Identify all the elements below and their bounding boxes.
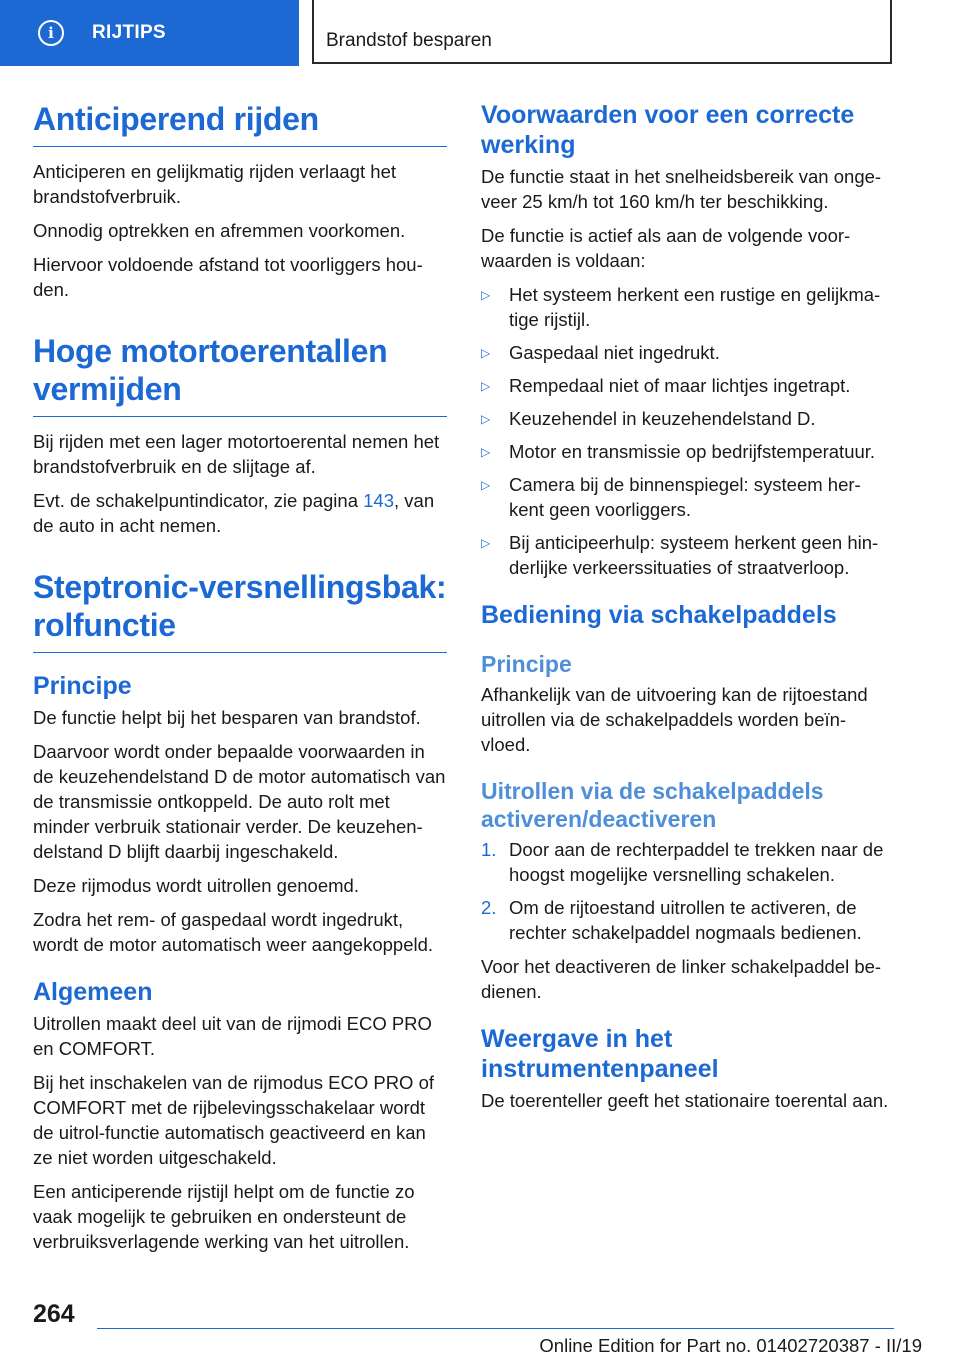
- paragraph: Zodra het rem- of gaspedaal wordt ingedrukt, wordt de motor automatisch weer aangekoppeld.: [33, 909, 434, 955]
- footer-divider: [97, 1328, 894, 1329]
- step-item: [481, 837, 895, 887]
- subheading-bediening: Bediening via schakelpaddels: [481, 601, 837, 629]
- info-icon: i: [38, 20, 64, 46]
- page-link[interactable]: 143: [363, 490, 395, 511]
- section-tab[interactable]: [0, 0, 299, 66]
- subheading-principe: Principe: [481, 651, 572, 677]
- paragraph: Deze rijmodus wordt uitrollen genoemd.: [33, 875, 359, 896]
- paragraph: Daarvoor wordt onder bepaalde voorwaarden in de keuzehendelstand D de motor automatisch van de transmissie ontkoppeld. De auto rolt met minder verbruik stationair verder. De keuzehen-delstand D blijft daarbij ingeschakeld.: [33, 741, 446, 862]
- paragraph: Een anticiperende rijstijl helpt om de functie zo vaak mogelijk te gebruiken en ondersteunt de verbruiksverlagende werking van het uitrollen.: [33, 1181, 415, 1252]
- step-number: 1.: [481, 839, 497, 860]
- right-column: [481, 100, 895, 1122]
- steps-list: [481, 837, 895, 945]
- condition-item: [481, 406, 895, 431]
- paragraph: Bij rijden met een lager motortoerental nemen het brandstofverbruik en de slijtage af.: [33, 431, 440, 477]
- step-text: Om de rijtoestand uitrollen te activeren, de rechter schakelpaddel nogmaals bedienen.: [509, 897, 862, 943]
- condition-text: Motor en transmissie op bedrijfstemperatuur.: [509, 441, 876, 462]
- paragraph: De functie helpt bij het besparen van brandstof.: [33, 707, 421, 728]
- page-number: 264: [33, 1300, 75, 1328]
- condition-text: Het systeem herkent een rustige en gelijkma-tige rijstijl.: [509, 284, 881, 330]
- topic-box: [312, 0, 892, 64]
- triangle-bullet-icon: ▷: [481, 536, 491, 550]
- step-item: [481, 895, 895, 945]
- paragraph: Bij het inschakelen van de rijmodus ECO PRO of COMFORT met de rijbelevingsschakelaar wordt de uitrol-functie automatisch geactiveerd en kan ze niet worden uitgeschakeld.: [33, 1072, 435, 1168]
- condition-text: Keuzehendel in keuzehendelstand D.: [509, 408, 816, 429]
- condition-item: [481, 530, 895, 580]
- section-label: RIJTIPS: [92, 22, 166, 43]
- condition-item: [481, 373, 895, 398]
- paragraph: Hiervoor voldoende afstand tot voorliggers hou-den.: [33, 254, 423, 300]
- heading-hoge-motortoerentallen: Hoge motortoerentallen vermijden: [33, 332, 447, 417]
- heading-anticiperend-rijden: Anticiperend rijden: [33, 100, 447, 147]
- heading-steptronic-rolfunctie: Steptronic-versnellingsbak: rolfunctie: [33, 568, 447, 653]
- condition-item: [481, 472, 895, 522]
- triangle-bullet-icon: ▷: [481, 379, 491, 393]
- paragraph-with-page-link: [33, 488, 447, 538]
- condition-item: [481, 340, 895, 365]
- condition-item: [481, 282, 895, 332]
- step-number: 2.: [481, 897, 497, 918]
- paragraph: De functie is actief als aan de volgende voor-waarden is voldaan:: [481, 225, 851, 271]
- subheading-principe: Principe: [33, 672, 132, 700]
- conditions-list: [481, 282, 895, 580]
- edition-note: Online Edition for Part no. 01402720387 - II/19: [539, 1335, 922, 1356]
- paragraph: Afhankelijk van de uitvoering kan de rijtoestand uitrollen via de schakelpaddels worden beïn-vloed.: [481, 684, 868, 755]
- paragraph: Anticiperen en gelijkmatig rijden verlaagt het brandstofverbruik.: [33, 161, 397, 207]
- subheading-uitrollen: Uitrollen via de schakelpaddels activeren/deactiveren: [481, 778, 824, 832]
- condition-item: [481, 439, 895, 464]
- condition-text: Gaspedaal niet ingedrukt.: [509, 342, 720, 363]
- text-fragment: Evt. de schakelpuntindicator, zie pagina: [33, 490, 364, 511]
- paragraph: Onnodig optrekken en afremmen voorkomen.: [33, 220, 406, 241]
- paragraph: De toerenteller geeft het stationaire toerental aan.: [481, 1090, 889, 1111]
- text-fragment: , van de auto in acht nemen.: [33, 490, 435, 536]
- subheading-algemeen: Algemeen: [33, 978, 153, 1006]
- condition-text: Bij anticipeerhulp: systeem herkent geen hin-derlijke verkeerssituaties of straatverloop.: [509, 532, 879, 578]
- triangle-bullet-icon: ▷: [481, 445, 491, 459]
- triangle-bullet-icon: ▷: [481, 346, 491, 360]
- condition-text: Rempedaal niet of maar lichtjes ingetrapt.: [509, 375, 851, 396]
- topic-label: Brandstof besparen: [326, 30, 492, 51]
- triangle-bullet-icon: ▷: [481, 412, 491, 426]
- paragraph: De functie staat in het snelheidsbereik van onge-veer 25 km/h tot 160 km/h ter beschikking.: [481, 166, 882, 212]
- triangle-bullet-icon: ▷: [481, 288, 491, 302]
- condition-text: Camera bij de binnenspiegel: systeem her-kent geen voorliggers.: [509, 474, 861, 520]
- page-header: [0, 0, 960, 66]
- triangle-bullet-icon: ▷: [481, 478, 491, 492]
- subheading-weergave: Weergave in het instrumentenpaneel: [481, 1025, 719, 1083]
- step-text: Door aan de rechterpaddel te trekken naar de hoogst mogelijke versnelling schakelen.: [509, 839, 884, 885]
- left-column: [33, 100, 447, 1263]
- paragraph: Uitrollen maakt deel uit van de rijmodi ECO PRO en COMFORT.: [33, 1013, 432, 1059]
- paragraph: Voor het deactiveren de linker schakelpaddel be-dienen.: [481, 956, 882, 1002]
- subheading-voorwaarden: Voorwaarden voor een correcte werking: [481, 101, 855, 159]
